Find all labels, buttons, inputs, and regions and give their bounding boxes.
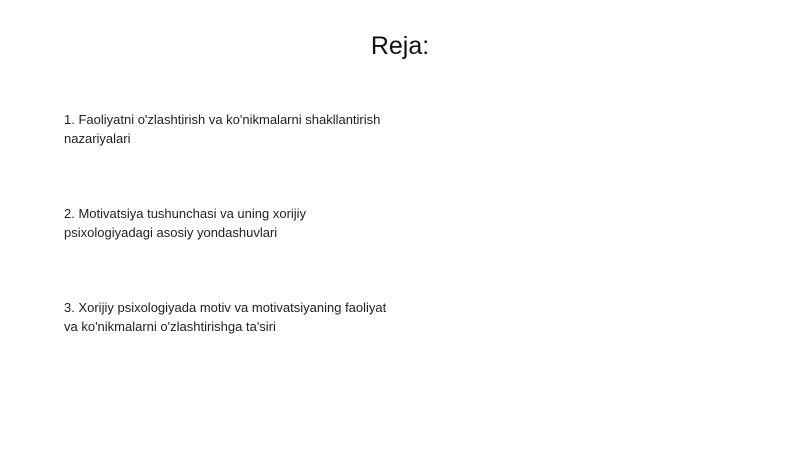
agenda-item-2-line-1: 2. Motivatsiya tushunchasi va uning xorijiy <box>64 206 307 221</box>
agenda-item-2 <box>64 204 414 242</box>
slide-title: Reja: <box>370 32 430 60</box>
agenda-item-3 <box>64 298 414 336</box>
agenda-item-1-line-1: 1. Faoliyatni o'zlashtirish va ko'nikmalarni shakllantirish <box>64 112 381 127</box>
agenda-item-3-line-2: va ko'nikmalarni o'zlashtirishga ta'siri <box>64 319 276 334</box>
agenda-item-1 <box>64 110 414 148</box>
agenda-item-3-line-1: 3. Xorijiy psixologiyada motiv va motivatsiyaning faoliyat <box>64 300 387 315</box>
agenda-item-1-line-2: nazariyalari <box>64 131 131 146</box>
agenda-item-2-line-2: psixologiyadagi asosiy yondashuvlari <box>64 225 278 240</box>
